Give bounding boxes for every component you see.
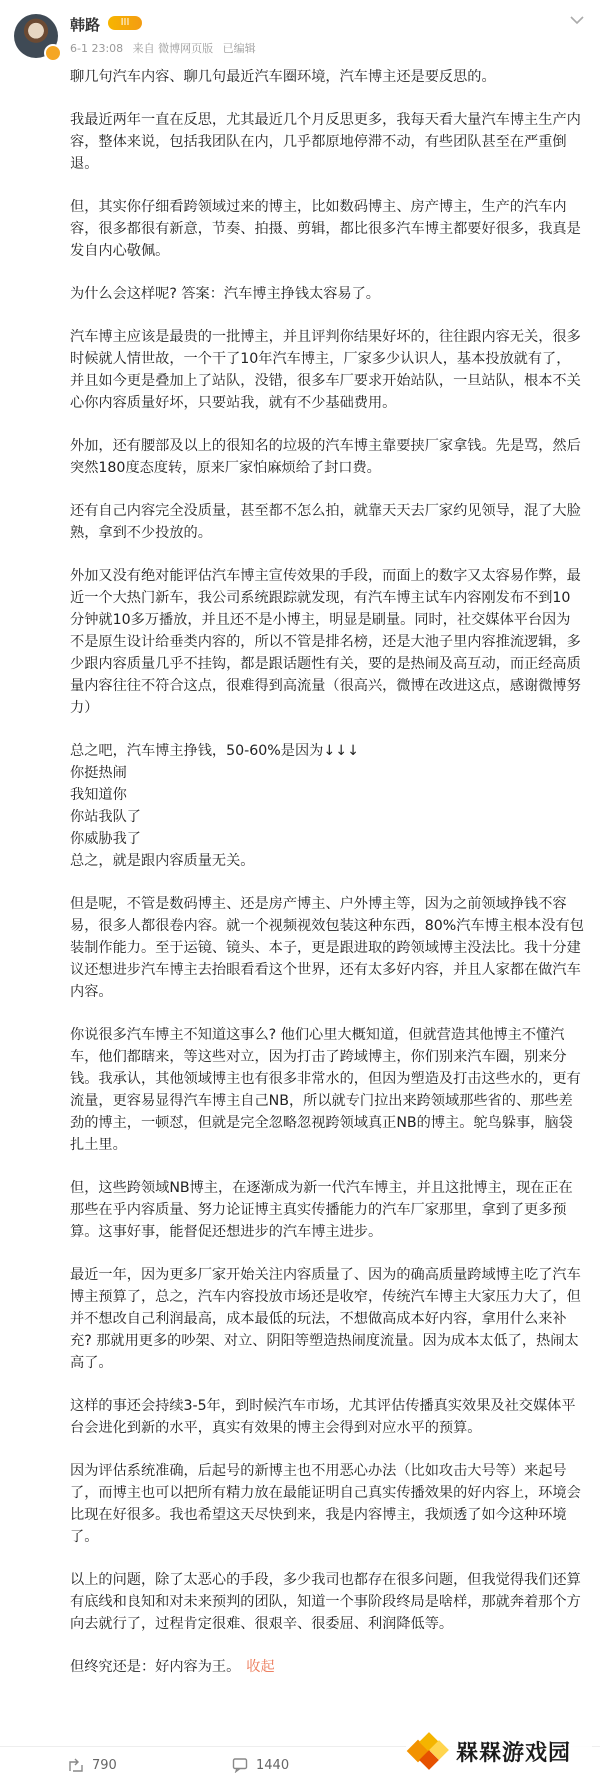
vip-badge: III <box>108 16 142 30</box>
paragraph-line: 易，很多人都很卷内容。就一个视频视效包装这种东西，80%汽车博主根本没有包 <box>70 918 584 934</box>
paragraph-line: 比现在好很多。我也希望这天尽快到来，我是内容博主，我烦透了如今这种环境 <box>70 1507 567 1523</box>
paragraph-line: 为什么会这样呢? 答案：汽车博主挣钱太容易了。 <box>70 286 380 302</box>
comment-button[interactable] <box>232 1757 289 1773</box>
paragraph-line: 力） <box>70 700 99 716</box>
paragraph-line: 我知道你 <box>70 787 127 803</box>
paragraph-line: 发自内心敬佩。 <box>70 243 170 259</box>
watermark-logo-icon <box>406 1729 450 1773</box>
paragraph-line: 最近一年，因为更多厂家开始关注内容质量了、因为的确高质量跨域博主吃了汽车 <box>70 1267 581 1283</box>
paragraph-line: 台会进化到新的水平，真实有效果的博主会得到对应水平的预算。 <box>70 1420 482 1436</box>
final-text: 但终究还是：好内容为王。 <box>70 1659 241 1675</box>
post-paragraph <box>70 109 585 175</box>
paragraph-line: 我最近两年一直在反思，尤其最近几个月反思更多，我每天看大量汽车博主生产内 <box>70 112 581 128</box>
paragraph-line: 劲的博主，一顿怼，但就是完全忽略忽视跨领域真正NB的博主。鸵鸟躲事，脑袋 <box>70 1115 573 1131</box>
paragraph-line: 退。 <box>70 156 99 172</box>
repost-count: 790 <box>92 1757 117 1773</box>
paragraph-line: 了。 <box>70 1529 99 1545</box>
paragraph-line: 心你内容质量好坏，只要站我，就有不少基础费用。 <box>70 395 397 411</box>
edited-label[interactable]: 已编辑 <box>222 42 256 55</box>
paragraph-line: 熟，拿到不少投放的。 <box>70 525 212 541</box>
comment-icon <box>232 1757 248 1773</box>
paragraph-line: 并不想改自己利润最高，成本最低的玩法，不想做高成本好内容，拿用什么来补 <box>70 1311 567 1327</box>
paragraph-line: 汽车博主应该是最贵的一批博主，并且评判你结果好坏的，往往跟内容无关，很多 <box>70 329 581 345</box>
post-header <box>0 0 600 62</box>
watermark-text: 槑槑游戏园 <box>456 1740 572 1766</box>
paragraph-line: 向去就行了，过程肯定很难、很艰辛、很委屈、利润降低等。 <box>70 1616 454 1632</box>
paragraph-line: 你站我队了 <box>70 809 141 825</box>
post-paragraph <box>70 196 585 262</box>
post-content <box>70 66 585 1699</box>
paragraph-line: 近一个大热门新车，我公司系统跟踪就发现，有汽车博主试车内容刚发布不到10 <box>70 590 571 606</box>
paragraph-line: 内容。 <box>70 984 113 1000</box>
paragraph-line: 高了。 <box>70 1355 113 1371</box>
post-paragraph <box>70 283 585 305</box>
comment-count: 1440 <box>256 1757 290 1773</box>
author-name[interactable]: 韩路 <box>70 16 101 34</box>
paragraph-line: 不是原生设计给垂类内容的，所以不管是排名榜，还是大池子里内容推流逻辑，多 <box>70 634 581 650</box>
paragraph-line: 聊几句汽车内容、聊几句最近汽车圈环境，汽车博主还是要反思的。 <box>70 69 496 85</box>
paragraph-line: 容，整体来说，包括我团队在内，几乎都原地停滞不动，有些团队甚至在严重倒 <box>70 134 567 150</box>
paragraph-line: 了，而博主也可以把所有精力放在最能证明自己真实传播效果的好内容上，环境会 <box>70 1485 581 1501</box>
paragraph-line: 议还想进步汽车博主去抬眼看看这个世界，还有太多好内容，并且人家都在做汽车 <box>70 962 581 978</box>
paragraph-line: 但是呢，不管是数码博主、还是房产博主、户外博主等，因为之前领域挣钱不容 <box>70 896 567 912</box>
chevron-down-icon[interactable] <box>568 14 586 28</box>
paragraph-line: 你威胁我了 <box>70 831 141 847</box>
post-date[interactable]: 6-1 23:08 <box>70 42 124 55</box>
paragraph-line: 车，他们都瞎来，等这些对立，因为打击了跨域博主，你们别来汽车圈，别来分 <box>70 1049 567 1065</box>
paragraph-line: 总之吧，汽车博主挣钱，50-60%是因为↓↓↓ <box>70 743 359 759</box>
paragraph-line: 时候就人情世故，一个干了10年汽车博主，厂家多少认识人，基本投放就有了， <box>70 351 571 367</box>
paragraph-line: 以上的问题，除了太恶心的手段，多少我司也都存在很多问题，但我觉得我们还算 <box>70 1572 581 1588</box>
paragraph-line: 博主预算了，总之，汽车内容投放市场还是收窄，传统汽车博主大家压力大了，但 <box>70 1289 581 1305</box>
post-paragraph <box>70 893 585 1003</box>
paragraph-line: 外加又没有绝对能评估汽车博主宣传效果的手段，而面上的数字又太容易作弊，最 <box>70 568 581 584</box>
paragraph-line: 但，这些跨领域NB博主，在逐渐成为新一代汽车博主，并且这批博主，现在正在 <box>70 1180 573 1196</box>
paragraph-line: 有底线和良知和对未来预判的团队，知道一个事阶段终局是啥样，那就奔着那个方 <box>70 1594 581 1610</box>
paragraph-line: 还有自己内容完全没质量，甚至都不怎么拍，就靠天天去厂家约见领导，混了大脸 <box>70 503 581 519</box>
paragraph-line: 总之，就是跟内容质量无关。 <box>70 853 255 869</box>
paragraph-line: 你说很多汽车博主不知道这事么? 他们心里大概知道，但就营造其他博主不懂汽 <box>70 1027 565 1043</box>
paragraph-line: 扎土里。 <box>70 1137 127 1153</box>
paragraph-line: 充? 那就用更多的吵架、对立、阴阳等塑造热闹度流量。因为成本太低了，热闹太 <box>70 1333 579 1349</box>
paragraph-line: 外加，还有腰部及以上的很知名的垃圾的汽车博主靠要挟厂家拿钱。先是骂，然后 <box>70 438 581 454</box>
paragraph-line: 这样的事还会持续3-5年，到时候汽车市场，尤其评估传播真实效果及社交媒体平 <box>70 1398 576 1414</box>
post-paragraph <box>70 1264 585 1374</box>
post-meta <box>70 40 262 56</box>
repost-button[interactable] <box>68 1757 117 1773</box>
post-final-line <box>70 1656 585 1678</box>
post-paragraph <box>70 1024 585 1156</box>
paragraph-line: 因为评估系统准确，后起号的新博主也不用恶心办法（比如攻击大号等）来起号 <box>70 1463 567 1479</box>
paragraph-line: 突然180度态度转，原来厂家怕麻烦给了封口费。 <box>70 460 381 476</box>
paragraph-line: 容，很多都很有新意，节奏、拍摄、剪辑，都比很多汽车博主都要好很多，我真是 <box>70 221 581 237</box>
post-paragraph <box>70 1569 585 1635</box>
site-watermark <box>406 1722 592 1780</box>
post-source: 来自 微博网页版 <box>132 42 214 55</box>
post-paragraph <box>70 1395 585 1439</box>
paragraph-line: 装制作能力。至于运镜、镜头、本子，更是跟进取的跨领域博主没法比。我十分建 <box>70 940 581 956</box>
post-paragraph <box>70 435 585 479</box>
paragraph-line: 但，其实你仔细看跨领域过来的博主，比如数码博主、房产博主，生产的汽车内 <box>70 199 567 215</box>
post-paragraph <box>70 66 585 88</box>
paragraph-line: 并且如今更是叠加上了站队，没错，很多车厂要求开始站队，一旦站队，根本不关 <box>70 373 581 389</box>
paragraph-line: 少跟内容质量几乎不挂钩，都是跟话题性有关，要的是热闹及高互动，而正经高质 <box>70 656 581 672</box>
share-icon <box>68 1757 84 1773</box>
paragraph-line: 流量，更容易显得汽车博主自己NB，所以就专门拉出来跨领域那些省的、那些差 <box>70 1093 573 1109</box>
verified-badge-icon <box>44 44 62 62</box>
post-paragraph <box>70 1460 585 1548</box>
paragraph-line: 那些在乎内容质量、努力论证博主真实传播能力的汽车厂家那里，拿到了更多预 <box>70 1202 567 1218</box>
paragraph-line: 量内容往往不符合这点，很难得到高流量（很高兴，微博在改进这点，感谢微博努 <box>70 678 581 694</box>
paragraph-line: 钱。我承认，其他领域博主也有很多非常水的，但因为塑造及打击这些水的，更有 <box>70 1071 581 1087</box>
post-paragraph <box>70 326 585 414</box>
post-paragraph <box>70 740 585 872</box>
collapse-link[interactable]: 收起 <box>246 1659 275 1675</box>
paragraph-line: 你挺热闹 <box>70 765 127 781</box>
post-paragraph <box>70 1177 585 1243</box>
paragraph-line: 算。这事好事，能督促还想进步的汽车博主进步。 <box>70 1224 383 1240</box>
paragraph-line: 分钟就10多万播放，并且还不是小博主，明显是刷量。同时，社交媒体平台因为 <box>70 612 571 628</box>
post-paragraph <box>70 500 585 544</box>
post-paragraph <box>70 565 585 719</box>
